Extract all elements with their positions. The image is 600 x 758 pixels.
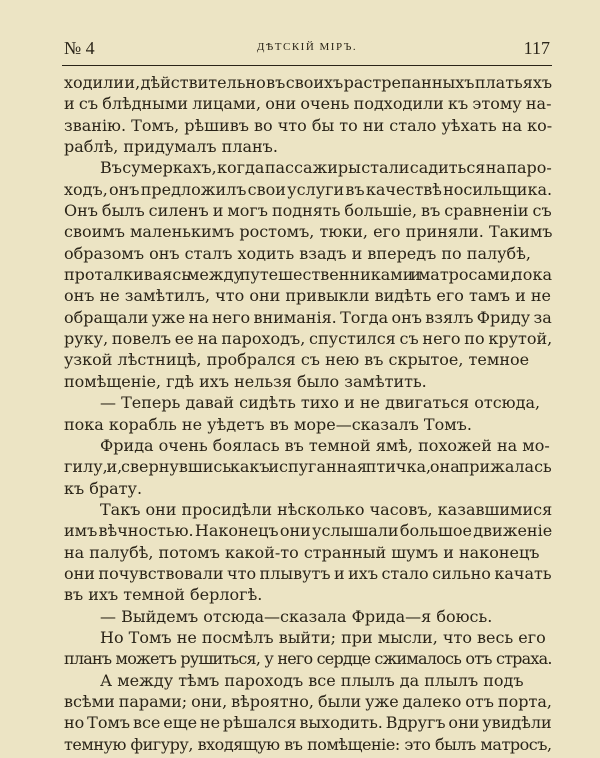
text-line: къ брату. xyxy=(64,478,143,498)
text-line: всѣми парами; они, вѣроятно, были уже далеко отъ порта, xyxy=(64,691,552,711)
paragraph xyxy=(64,72,552,157)
text-line: проталкиваясь между путешественниками и матросами, пока xyxy=(64,265,552,285)
text-line: гилу, и, свернувшись какъ испуганная птичка, она прижалась xyxy=(64,457,552,477)
text-line: руку, повелъ ее на пароходъ, спустился съ него по крутой, xyxy=(64,329,553,349)
text-line: Онъ былъ силенъ и могъ поднять большіе, въ сравненіи съ xyxy=(64,201,552,221)
text-line: но Томъ все еще не рѣшался выходить. Вдругъ они увидѣли xyxy=(64,713,552,733)
page-number: 117 xyxy=(523,38,550,58)
text-line: въ ихъ темной берлогѣ. xyxy=(64,585,263,605)
paragraph xyxy=(64,392,552,435)
text-line: Такъ они просидѣли нѣсколько часовъ, казавшимися xyxy=(100,499,553,519)
text-line: помѣщеніе, гдѣ ихъ нельзя было замѣтить. xyxy=(64,371,427,391)
running-header xyxy=(64,38,550,60)
paragraph xyxy=(64,606,552,627)
text-line: и съ блѣдными лицами, они очень подходили къ этому на- xyxy=(64,94,552,114)
text-line: планъ можетъ рушиться, у него сердце сжималось отъ страха. xyxy=(64,649,552,669)
text-line: на палубѣ, потомъ какой-то странный шумъ и наконецъ xyxy=(64,542,540,562)
text-line: обращали уже на него вниманія. Тогда онъ взялъ Фриду за xyxy=(64,307,552,327)
text-line: образомъ онъ сталъ ходить взадъ и впередъ по палубѣ, xyxy=(64,243,531,263)
paragraph xyxy=(64,157,552,392)
text-line: — Выйдемъ отсюда—сказала Фрида—я боюсь. xyxy=(100,606,493,626)
text-line: ходили и, дѣйствительно въ своихъ растрепанныхъ платьяхъ xyxy=(64,73,553,92)
paragraph xyxy=(64,435,552,499)
text-line: Въ сумеркахъ, когда пассажиры стали садиться на паро- xyxy=(100,158,552,178)
body-text xyxy=(64,72,552,755)
text-line: пока корабль не уѣдетъ въ море—сказалъ Томъ. xyxy=(64,414,472,434)
paragraph xyxy=(64,499,552,606)
text-line: Фрида очень боялась въ темной ямѣ, похожей на мо- xyxy=(100,435,550,455)
text-line: имъ вѣчностью. Наконецъ они услышали большое движеніе xyxy=(64,521,553,541)
paragraph xyxy=(64,627,552,670)
text-line: они почувствовали что плывутъ и ихъ стало сильно качать xyxy=(64,563,552,583)
text-line: своимъ маленькимъ ростомъ, тюки, его приняли. Такимъ xyxy=(64,222,553,242)
text-line: узкой лѣстницѣ, пробрался съ нею въ скрытое, темное xyxy=(64,350,530,370)
text-line: темную фигуру, входящую въ помѣщеніе: это былъ матросъ, xyxy=(64,734,552,754)
header-rule xyxy=(62,65,552,66)
text-line: раблѣ, придумалъ планъ. xyxy=(64,137,278,157)
text-line: званію. Томъ, рѣшивъ во что бы то ни стало уѣхать на ко- xyxy=(64,115,553,135)
text-line: А между тѣмъ пароходъ все плылъ да плылъ подъ xyxy=(100,670,524,690)
text-line: ходъ, онъ предложилъ свои услуги въ качествѣ носильщика. xyxy=(64,179,553,199)
paragraph xyxy=(64,670,552,755)
issue-number: № 4 xyxy=(64,38,95,58)
text-line: Но Томъ не посмѣлъ выйти; при мысли, что весь его xyxy=(100,627,546,647)
text-line: онъ не замѣтилъ, что они привыкли видѣть его тамъ и не xyxy=(64,286,551,306)
journal-title: ДѢТСКІЙ МІРЪ. xyxy=(256,41,358,53)
text-line: — Теперь давай сидѣть тихо и не двигаться отсюда, xyxy=(100,393,541,413)
